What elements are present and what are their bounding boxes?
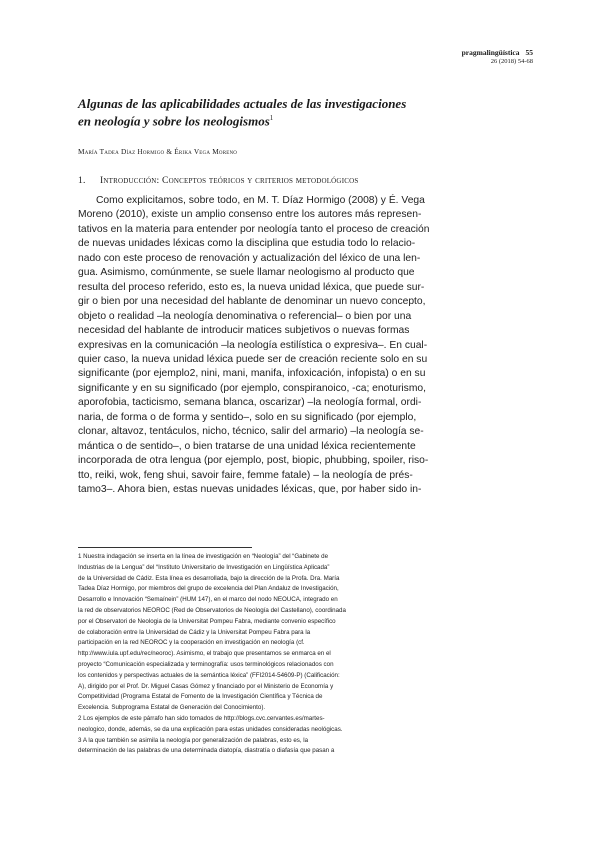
title-line-2: en neología y sobre los neologismos [78, 113, 270, 129]
footnote-line: Competitividad (Programa Estatal de Fomento de la Investigación Científica y Técnica de [78, 693, 323, 701]
article-title [78, 96, 528, 128]
body-line: Moreno (2010), existe un amplio consenso entre los autores más represen- [78, 209, 422, 221]
section-title: Introducción: Conceptos teóricos y criterios metodológicos [100, 175, 359, 186]
footnote-line: Excelencia. Subprograma Estatal de Generación del Conocimiento). [78, 704, 266, 712]
footnote-line: Industrias de la Lengua” del “Instituto Universitario de Investigación en Lingüística Aplicada” [78, 563, 330, 571]
body-line: aporofobia, tacticismo, semana blanca, oscarizar) –la neología formal, ordi- [78, 397, 422, 409]
title-footnote-marker: 1 [269, 114, 274, 122]
footnote-line: neologico, donde, además, se da una explicación para estas unidades consideradas neológicas. [78, 725, 343, 733]
footnote-line: proyecto “Comunicación especializada y terminografía: usos terminológicos relacionados con [78, 660, 334, 668]
footnote-line: A), dirigido por el Prof. Dr. Miguel Casas Gómez y financiado por el Ministerio de Economía y [78, 682, 334, 690]
body-line: tativos en la materia para entender por neología tanto el proceso de creación [78, 223, 430, 235]
footnote-line: determinación de las palabras de una determinada diatopía, diastratía o diafasía que pasan a [78, 747, 335, 755]
body-line: quier caso, la nueva unidad léxica puede ser de creación reciente solo en su [78, 353, 428, 365]
body-line: nado con este proceso de renovación y actualización del léxico de una len- [78, 252, 421, 264]
footnote-line: de colaboración entre la Universidad de Cádiz y la Universitat Pompeu Fabra para la [78, 628, 311, 636]
footnote-line: la red de observatorios NEOROC (Red de Observatorios de Neología del Castellano), coordinada [78, 606, 346, 614]
footnote-line: participación en la red NEOROC y la cooperación en investigación en neología (cf. [78, 639, 305, 647]
footnote-line: de la Universidad de Cádiz. Esta línea es desarrollada, bajo la dirección de la Profa. Dra. María [78, 574, 340, 582]
body-line: mántica o de sentido–, o bien tratarse de una unidad léxica recientemente [78, 440, 416, 452]
section-number: 1. [78, 175, 86, 186]
footnote-separator [78, 547, 252, 548]
footnote-line: 3 A la que también se asimila la neología por generalización de palabras, esto es, la [78, 736, 309, 744]
body-line: naria, de forma o de forma y sentido–, solo en su significado (por ejemplo, [78, 411, 417, 423]
body-line: gir o bien por una necesidad del hablante de denominar un nuevo concepto, [78, 296, 426, 308]
footnote-line: http://www.iula.upf.edu/rec/neoroc). Asimismo, el trabajo que presentamos se enmarca en el [78, 650, 331, 658]
footnote-line: 1 Nuestra indagación se inserta en la línea de investigación en “Neología” del “Gabinete de [78, 553, 329, 560]
footnote-line: 2 Los ejemplos de este párrafo han sido tomados de http://blogs.cvc.cervantes.es/martes- [78, 714, 325, 722]
body-line: de nuevas unidades léxicas como la disciplina que estudia todo lo relacio- [78, 238, 416, 250]
body-line: incorporada de otra lengua (por ejemplo, post, biopic, phubbing, spoiler, riso- [78, 455, 429, 467]
body-text [78, 194, 530, 498]
footnote-line: por el Observatori de Neologia de la Universitat Pompeu Fabra, mediante convenio específico [78, 617, 336, 625]
title-line-1: Algunas de las aplicabilidades actuales de las investigaciones [78, 96, 407, 111]
body-line: tto, reiki, wok, feng shui, savoir faire, femme fatale) – la neología de prés- [78, 469, 413, 481]
body-line: gua. Asimismo, comúnmente, se suele llamar neologismo al producto que [78, 267, 415, 279]
running-header [462, 46, 533, 66]
journal-name: pragmalingüística [461, 48, 520, 57]
body-line: significante (por ejemplo2, nini, mani, manifa, infoxicación, infopista) o en su [78, 368, 426, 380]
body-line: necesidad del hablante de introducir matices subjetivos o nuevas formas [78, 325, 410, 337]
body-line: objeto o realidad –la neología denominativa o referencial– o bien por una [78, 310, 412, 322]
body-line: significante y en su significado (por ejemplo, conspiranoico, -ca; enoturismo, [78, 382, 426, 394]
body-line: Como explicitamos, sobre todo, en M. T. Díaz Hormigo (2008) y É. Vega [96, 195, 425, 206]
body-line: clonar, altavoz, tentáculos, nicho, técnico, salir del armario) –la neología se- [78, 426, 424, 438]
section-heading [78, 175, 528, 186]
body-line: expresivas en la comunicación –la neología estilística o expresiva–. En cual- [78, 339, 428, 351]
body-line: resulta del proceso referido, esto es, la nueva unidad léxica, que puede sur- [78, 281, 425, 293]
footnote-line: Desarrollo e Innovación “Semaínein” (HUM 147), en el marco del nodo NEOUCA, integrado en [78, 596, 338, 604]
body-line: tamo3–. Ahora bien, estas nuevas unidades léxicas, que, por haber sido in- [78, 484, 422, 496]
footnote-line: los contenidos y perspectivas actuales de la semántica léxica” (FFI2014-54609-P) (Calificación: [78, 671, 340, 679]
page-number: 55 [525, 48, 533, 57]
article-authors: María Tadea Díaz Hormigo & Érika Vega Moreno [78, 147, 238, 156]
volume-info: 26 (2018) 54-68 [490, 58, 533, 65]
footnotes [78, 552, 530, 757]
footnote-line: Tadea Díaz Hormigo, por miembros del grupo de excelencia del Plan Andaluz de Investigación, [78, 585, 339, 593]
